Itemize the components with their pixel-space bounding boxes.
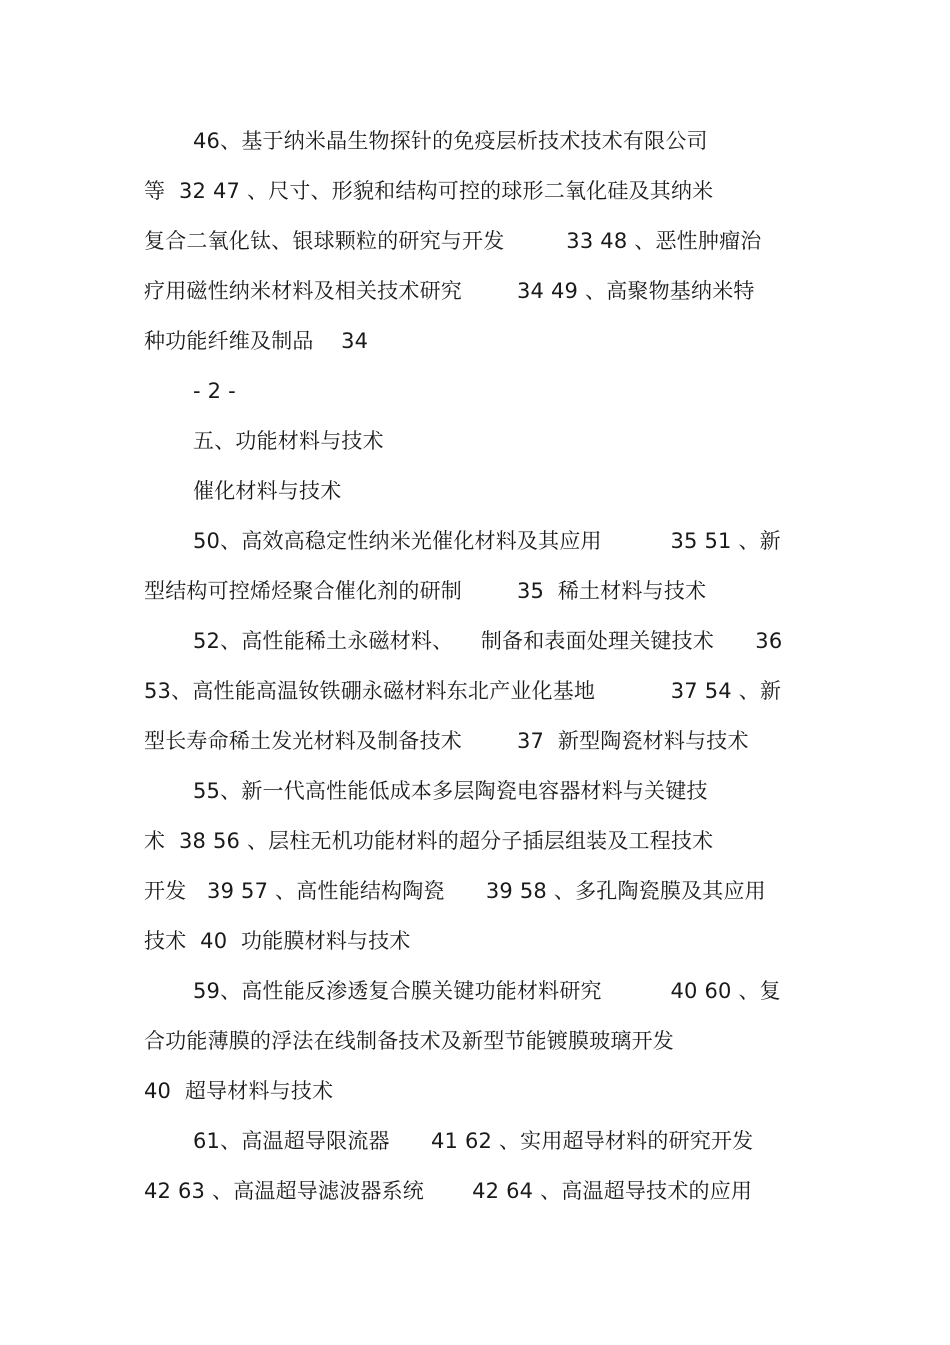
text-line: 技术 40 功能膜材料与技术 — [144, 929, 411, 953]
text-line: 50、高效高稳定性纳米光催化材料及其应用 35 51 、新 — [193, 529, 781, 553]
subsection-heading: 催化材料与技术 — [193, 479, 342, 503]
text-line: 40 超导材料与技术 — [144, 1079, 334, 1103]
text-line: 复合二氧化钛、银球颗粒的研究与开发 33 48 、恶性肿瘤治 — [144, 229, 762, 253]
text-line: 等 32 47 、尺寸、形貌和结构可控的球形二氧化硅及其纳米 — [144, 179, 714, 203]
section-heading: 五、功能材料与技术 — [193, 429, 384, 453]
text-line: 59、高性能反渗透复合膜关键功能材料研究 40 60 、复 — [193, 979, 781, 1003]
page-number: - 2 - — [193, 379, 236, 403]
text-line: 52、高性能稀土永磁材料、 制备和表面处理关键技术 36 — [193, 629, 783, 653]
text-line: 术 38 56 、层柱无机功能材料的超分子插层组装及工程技术 — [144, 829, 714, 853]
text-line: 合功能薄膜的浮法在线制备技术及新型节能镀膜玻璃开发 — [144, 1029, 674, 1053]
text-line: 53、高性能高温钕铁硼永磁材料东北产业化基地 37 54 、新 — [144, 679, 782, 703]
text-line: 55、新一代高性能低成本多层陶瓷电容器材料与关键技 — [193, 779, 708, 803]
text-line: 61、高温超导限流器 41 62 、实用超导材料的研究开发 — [193, 1129, 754, 1153]
text-line: 疗用磁性纳米材料及相关技术研究 34 49 、高聚物基纳米特 — [144, 279, 755, 303]
text-line: 种功能纤维及制品 34 — [144, 329, 369, 353]
text-line: 42 63 、高温超导滤波器系统 42 64 、高温超导技术的应用 — [144, 1179, 753, 1203]
text-line: 型结构可控烯烃聚合催化剂的研制 35 稀土材料与技术 — [144, 579, 707, 603]
text-line: 开发 39 57 、高性能结构陶瓷 39 58 、多孔陶瓷膜及其应用 — [144, 879, 766, 903]
text-line: 46、基于纳米晶生物探针的免疫层析技术技术有限公司 — [193, 129, 708, 153]
text-line: 型长寿命稀土发光材料及制备技术 37 新型陶瓷材料与技术 — [144, 729, 749, 753]
